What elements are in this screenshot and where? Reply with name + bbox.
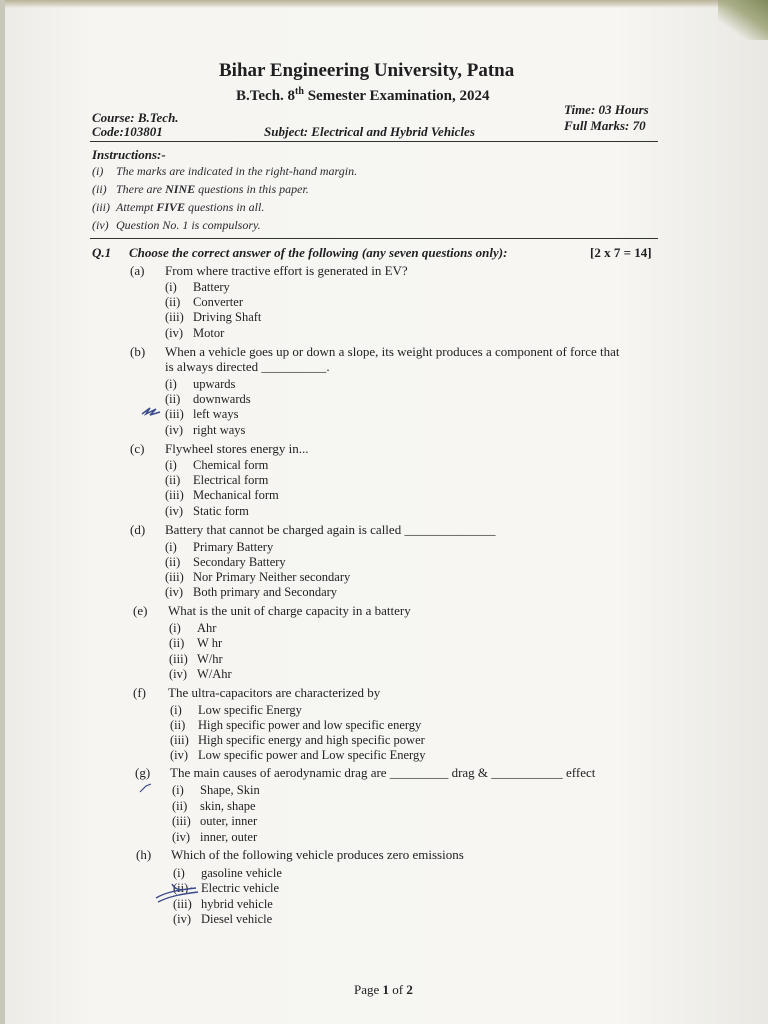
scan-corner-shadow xyxy=(718,0,768,40)
option: (iv) Static form xyxy=(165,504,249,518)
option: (ii) downwards xyxy=(165,392,251,406)
option: (ii) Secondary Battery xyxy=(165,555,286,569)
pen-check-mark xyxy=(138,782,154,794)
option: (i) Battery xyxy=(165,280,230,294)
full-marks-label: Full Marks: 70 xyxy=(564,118,646,133)
question-part-b-line2: is always directed __________. xyxy=(165,359,330,374)
header-rule xyxy=(90,141,658,142)
instruction-item: (iii) Attempt FIVE questions in all. xyxy=(92,200,265,214)
option: (i) Chemical form xyxy=(165,458,269,472)
option: (iii) left ways xyxy=(165,407,239,421)
option: (ii) Converter xyxy=(165,295,243,309)
instruction-item: (iv) Question No. 1 is compulsory. xyxy=(92,218,261,232)
subject-label: Subject: Electrical and Hybrid Vehicles xyxy=(264,124,475,139)
option: (ii) W hr xyxy=(169,636,223,650)
question-part-b: (b) When a vehicle goes up or down a slope, its weight produces a component of force that xyxy=(130,344,620,359)
scan-top-edge xyxy=(0,0,768,8)
option: (iv) right ways xyxy=(165,423,246,437)
question-part-a: (a) From where tractive effort is generated in EV? xyxy=(130,263,408,278)
option: (iii) Driving Shaft xyxy=(165,310,262,324)
university-title: Bihar Engineering University, Patna xyxy=(219,60,515,81)
exam-title: B.Tech. 8th Semester Examination, 2024 xyxy=(236,86,490,104)
option: (i) Low specific Energy xyxy=(170,703,302,717)
question-part-f: (f) The ultra-capacitors are characterized by xyxy=(133,685,381,700)
question-part-g: (g) The main causes of aerodynamic drag are _________ drag & ___________ effect xyxy=(135,765,596,780)
instruction-item: (i) The marks are indicated in the right-hand margin. xyxy=(92,164,358,178)
pen-underline-mark xyxy=(152,878,202,906)
question-1-marks: [2 x 7 = 14] xyxy=(590,245,652,260)
option: (iii) High specific energy and high specific power xyxy=(170,733,425,747)
question-part-e: (e) What is the unit of charge capacity in a battery xyxy=(133,603,411,618)
scan-left-edge xyxy=(0,0,5,1024)
option: (iv) Motor xyxy=(165,326,225,340)
option: (i) Primary Battery xyxy=(165,540,274,554)
pen-scribble-mark xyxy=(140,402,164,420)
option: (iv) inner, outer xyxy=(172,830,258,844)
option: (iii) hybrid vehicle xyxy=(173,897,273,911)
option: (iv) W/Ahr xyxy=(169,667,232,681)
option: (i) Ahr xyxy=(169,621,217,635)
time-label: Time: 03 Hours xyxy=(564,102,649,117)
question-1-heading: Q.1 Choose the correct answer of the following (any seven questions only): xyxy=(92,245,508,260)
option: (i) Shape, Skin xyxy=(172,783,260,797)
option: (iii) Mechanical form xyxy=(165,488,279,502)
option: (iii) Nor Primary Neither secondary xyxy=(165,570,351,584)
course-label: Course: B.Tech. xyxy=(92,110,179,125)
option: (ii) skin, shape xyxy=(172,799,256,813)
option: (iii) outer, inner xyxy=(172,814,258,828)
question-part-h: (h) Which of the following vehicle produces zero emissions xyxy=(136,847,464,862)
option: (iii) W/hr xyxy=(169,652,223,666)
option: (i) gasoline vehicle xyxy=(173,866,282,880)
course-code: Code:103801 xyxy=(92,124,163,139)
instructions-title: Instructions:- xyxy=(92,147,166,162)
option: (iv) Both primary and Secondary xyxy=(165,585,338,599)
option: (iv) Diesel vehicle xyxy=(173,912,273,926)
option: (ii) High specific power and low specific energy xyxy=(170,718,422,732)
page-number: Page 1 of 2 xyxy=(354,982,413,997)
option: (i) upwards xyxy=(165,377,236,391)
option: (ii) Electrical form xyxy=(165,473,269,487)
option: (ii) Electric vehicle xyxy=(173,881,280,895)
instruction-item: (ii) There are NINE questions in this paper. xyxy=(92,182,309,196)
instructions-rule xyxy=(90,238,658,239)
question-part-c: (c) Flywheel stores energy in... xyxy=(130,441,309,456)
option: (iv) Low specific power and Low specific Energy xyxy=(170,748,426,762)
question-part-d: (d) Battery that cannot be charged again is called ______________ xyxy=(130,522,496,537)
